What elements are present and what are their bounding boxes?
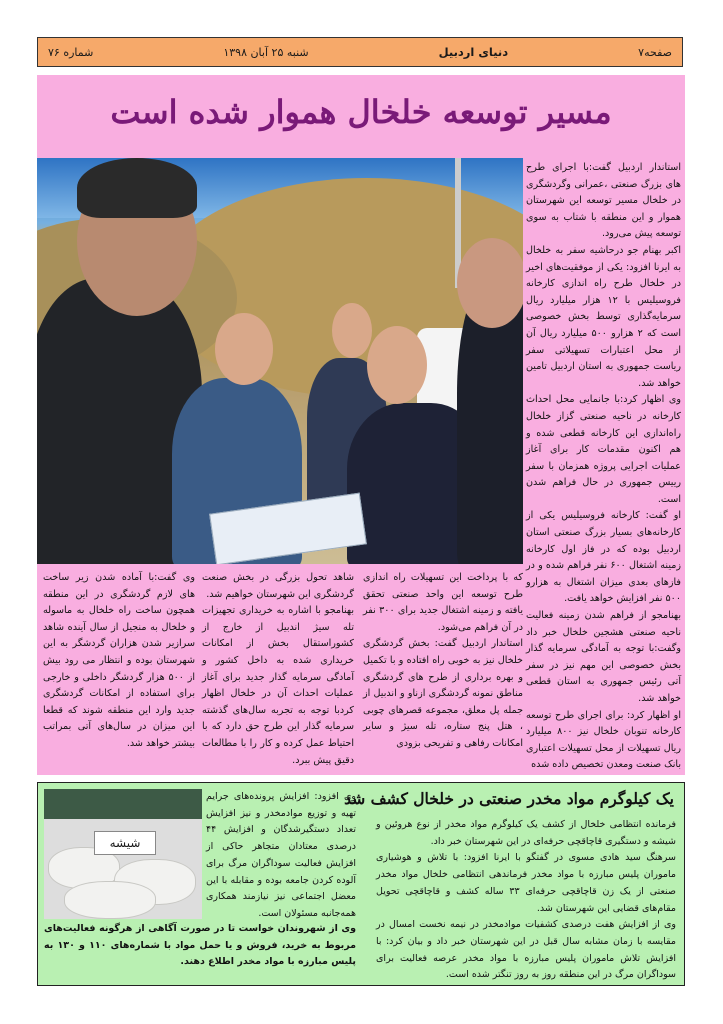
main-article — [37, 75, 685, 775]
drug-article-headline: یک کیلوگرم مواد مخدر صنعتی در خلخال کشف شد — [344, 789, 674, 808]
person-left-hair — [77, 158, 197, 218]
person-right-head — [457, 238, 523, 328]
paragraph: اکبر بهنام جو درحاشیه سفر به خلخال به ایرنا افزود: یکی از موفقیت‌های اخیر در خلخال طرح راه اندازی کارخانه فروسیلیس با ۱۲ هزار میلیارد ریال سرمایه‌گذاری توسط بخش خصوصی است که ۲ هزارو ۵۰۰ میلیارد ریال آن از محل اعتبارات تسهیلاتی سفر ریاست جمهوری به استان اردبیل تامین خواهد شد. — [526, 244, 681, 389]
drug-photo-banner — [44, 789, 202, 819]
drug-photo — [44, 789, 202, 919]
person-center-head — [367, 326, 427, 404]
paragraph: وی گفت:با آماده شدن زیر ساخت های لازم گردشگری در این منطقه همچون ساخت راه خلخال به ماسوله و خلخال به منجیل از سال آینده شاهد سرازیر شدن هزاران گردشگر به این شهرستان بوده و انتظار می رود بیش از ۵۰۰ هزار گردشگر داخلی و خارجی برای استفاده از امکانات گردشگری جدید وارد این منطقه شوند که قطعا این میزان در سال‌های آتی بمراتب بیشتر خواهد شد. — [43, 572, 195, 749]
paragraph: وی از افزایش هفت درصدی کشفیات موادمخدر در نیمه نخست امسال در مقایسه با زمان مشابه سال قبل در این شهرستان خبر داد و بیان کرد: با افزایش تلاش ماموران پلیس مبارزه با مواد مخدر عرصه فعالیت برای سوداگران مرگ در این منطقه روز به روز تنگتر شده است. — [376, 919, 676, 981]
paragraph: وی افزود: افزایش پرونده‌های جرایم تهیه و توزیع موادمخدر و نیز افزایش تعداد دستگیرشدگان و افزایش ۴۴ درصدی معتادان متجاهر حاکی از افزایش فعالیت سوداگران مرگ برای آلوده کردن جامعه بوده و مقابله با این معضل اجتماعی نیز نیازمند همکاری همه‌جانبه مسئولان است. — [206, 791, 356, 919]
paragraph: فرمانده انتظامی خلخال از کشف یک کیلوگرم مواد مخدر از نوع هروئین و شیشه و دستگیری قاچاقچی حرفه‌ای در این شهرستان خبر داد. — [376, 819, 676, 847]
article-headline: مسیر توسعه خلخال هموار شده است — [110, 93, 612, 131]
drug-bag — [64, 881, 156, 919]
drug-article-note — [44, 921, 356, 971]
side-column — [526, 160, 681, 774]
paragraph: او گفت: کارخانه فروسیلیس یکی از کارخانه‌های بسیار بزرگ صنعتی استان اردبیل بوده که در فاز اول کارخانه زمینه اشتغال ۶۰۰ نفر فراهم شده و در فازهای بعدی میزان اشتغال به هزارو ۵۰۰ نفر افزایش خواهد یافت. — [526, 510, 681, 605]
drug-article-right-column — [376, 817, 676, 984]
article-photo — [37, 158, 523, 564]
publication-name: دنیای اردبیل — [438, 45, 509, 59]
person-back-head — [332, 303, 372, 358]
column-3 — [43, 570, 195, 753]
paragraph: وی اظهار کرد:با جانمایی محل احداث کارخانه در ناحیه صنعتی گزاز خلخال راه‌اندازی این کارخانه قطعی شده و هم اکنون مقدمات کار برای آغاز عملیات اجرایی پروژه همزمان با سفر رییس جمهوری در حال فراهم شدن است. — [526, 394, 681, 505]
paragraph: سرهنگ سید هادی مسوی در گفتگو با ایرنا افزود: با تلاش و هوشیاری ماموران پلیس مبارزه با مواد مخدر فرماندهی انتظامی خلخال مواد مخدر صنعتی از یک زن قاچاقچی حرفه‌ای ۳۳ ساله کشف و قاچاقچی تحویل مقام‌های قضایی این شهرستان شد. — [376, 852, 676, 914]
column-1 — [363, 570, 523, 753]
drug-seizure-article — [37, 782, 685, 986]
issue-number: شماره ۷۶ — [48, 45, 94, 59]
paragraph: او اظهار کرد: برای اجرای طرح توسعه کارخانه تنوبان خلخال نیز ۸۰۰ میلیارد ریال تسهیلات از محل تسهیلات اعتباری بانک صنعت ومعدن تخصیص داده شده — [526, 709, 682, 771]
page-number: صفحه۷ — [638, 45, 672, 59]
paragraph: بهنامجو از فراهم شدن زمینه فعالیت ناحیه صنعتی هشجین خلخال خبر داد وگفت:با توجه به آمادگی سرمایه گذار بخش خصوصی این مهم نیز در سفر آتی رئیس جمهوری به استان قطعی خواهد شد. — [526, 610, 681, 704]
paragraph: که با پرداخت این تسهیلات راه اندازی طرح توسعه این واحد صنعتی تحقق یافته و زمینه اشتغال جدید برای ۳۰۰ نفر در آن فراهم می‌شود. — [363, 572, 523, 633]
paragraph: استاندار اردبیل گفت: بخش گردشگری خلخال نیز به خوبی راه افتاده و با تکمیل و بهره برداری از طرح های گردشگری مناطق نمونه گردشگری ازناو و اندبیل از جمله پل معلق، مجموعه قصرهای چوبی ، هتل پنج ستاره، تله سیژ و سایر امکانات رفاهی و تفریحی بزودی — [363, 638, 523, 749]
person-blue-head — [215, 313, 273, 385]
paragraph: وی از شهروندان خواست تا در صورت آگاهی از هرگونه فعالیت‌های مربوط به خرید، فروش و یا حمل مواد با شماره‌های ۱۱۰ و ۱۳۰ به پلیس مبارزه با مواد مخدر اطلاع دهند. — [44, 923, 356, 968]
page-header — [37, 37, 683, 67]
paragraph: استاندار اردبیل گفت:با اجرای طرح های بزرگ صنعتی ،عمرانی وگردشگری در خلخال مسیر توسعه این شهرستان هموار و این منطقه با شتاب به سوی توسعه پیش می‌رود. — [526, 162, 681, 240]
drug-article-left-column — [206, 789, 356, 923]
column-2 — [202, 570, 354, 769]
paragraph: بهنامجو با اشاره به خریداری تجهیزات تله سیژ اندبیل از خارج از کشوراستقال بخش از امکانات خریداری شده به داخل کشور و آمادگی سرمایه گذار جدید برای آغاز عملیات احداث آن در خلخال اظهار کردبا توجه به تجربه سال‌های گذشته سرمایه گذار این طرح حق دارد که با احتیاط عمل کرده و کار را با مطالعات دقیق پیش ببرد. — [202, 605, 354, 766]
drug-photo-label: شیشه — [94, 831, 156, 855]
issue-date: شنبه ۲۵ آبان ۱۳۹۸ — [223, 45, 309, 59]
paragraph: شاهد تحول بزرگی در بخش صنعت گردشگری این شهرستان خواهیم شد. — [202, 572, 354, 600]
